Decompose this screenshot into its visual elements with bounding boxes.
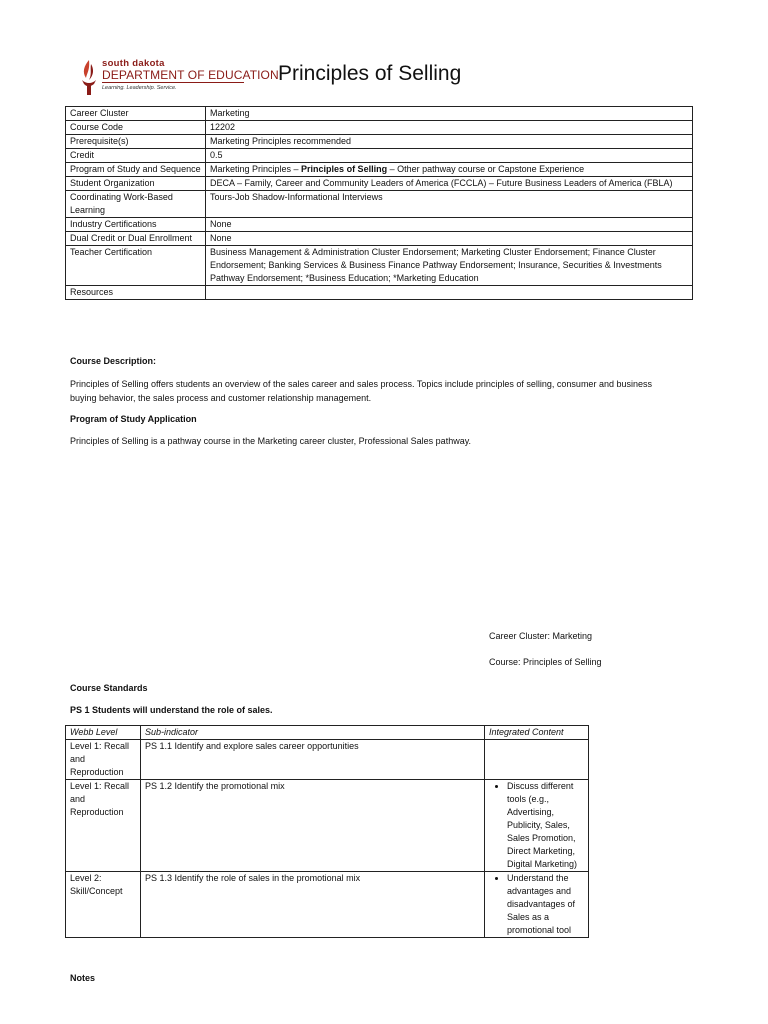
course-label: Course: Principles of Selling (489, 657, 602, 667)
table-row (66, 246, 693, 286)
row-value: None (206, 218, 693, 232)
integrated-content-cell (485, 872, 589, 938)
row-key: Coordinating Work-Based Learning (66, 191, 206, 218)
list-item: • Understand the advantages and disadvantages of Sales as a promotional tool (507, 872, 584, 937)
value-suffix: – Other pathway course or Capstone Experience (387, 164, 585, 174)
table-row (66, 740, 589, 780)
row-key: Course Code (66, 121, 206, 135)
table-row (66, 163, 693, 177)
standards-table (65, 725, 589, 938)
column-header-webb-level: Webb Level (66, 726, 141, 740)
torch-flame-icon (78, 58, 100, 98)
course-description-line-1: Principles of Selling offers students an overview of the sales career and sales process. Topics include principles of selling, consumer and business (70, 379, 652, 389)
row-value: Marketing Principles recommended (206, 135, 693, 149)
row-value (206, 163, 693, 177)
table-row (66, 177, 693, 191)
logo-department-text: DEPARTMENT OF EDUCATION (102, 68, 279, 82)
table-row (66, 286, 693, 300)
row-value: Marketing (206, 107, 693, 121)
value-bold-course: Principles of Selling (301, 164, 388, 174)
list-item: • Discuss different tools (e.g., Advertising, Publicity, Sales, Sales Promotion, Direct Marketing, Digital Marketing) (507, 780, 584, 871)
row-value: Tours-Job Shadow-Informational Interviews (206, 191, 693, 218)
sd-doe-logo (78, 58, 279, 98)
table-row (66, 780, 589, 872)
course-description-heading: Course Description: (70, 356, 157, 366)
logo-state-text: south dakota (102, 58, 165, 69)
table-row (66, 872, 589, 938)
row-key: Teacher Certification (66, 246, 206, 286)
bullet-list (489, 872, 584, 937)
row-key: Credit (66, 149, 206, 163)
webb-level-cell: Level 2: Skill/Concept (66, 872, 141, 938)
logo-tagline: Learning. Leadership. Service. (102, 85, 177, 91)
page-title: Principles of Selling (278, 62, 462, 85)
row-value: 0.5 (206, 149, 693, 163)
webb-level-cell: Level 1: Recall and Reproduction (66, 740, 141, 780)
program-application-text: Principles of Selling is a pathway course in the Marketing career cluster, Professional Sales pathway. (70, 436, 472, 446)
sub-indicator-cell: PS 1.3 Identify the role of sales in the promotional mix (141, 872, 485, 938)
row-value (206, 286, 693, 300)
row-value: DECA – Family, Career and Community Leaders of America (FCCLA) – Future Business Leaders of America (FBLA) (206, 177, 693, 191)
program-application-heading: Program of Study Application (70, 414, 197, 424)
table-row (66, 107, 693, 121)
column-header-sub-indicator: Sub-indicator (141, 726, 485, 740)
value-prefix: Marketing Principles – (210, 164, 302, 174)
webb-level-cell: Level 1: Recall and Reproduction (66, 780, 141, 872)
sub-indicator-cell: PS 1.2 Identify the promotional mix (141, 780, 485, 872)
row-key: Career Cluster (66, 107, 206, 121)
table-row (66, 149, 693, 163)
table-row (66, 232, 693, 246)
row-key: Program of Study and Sequence (66, 163, 206, 177)
integrated-content-cell (485, 740, 589, 780)
row-key: Student Organization (66, 177, 206, 191)
notes-heading: Notes (70, 973, 96, 983)
row-key: Prerequisite(s) (66, 135, 206, 149)
row-value: 12202 (206, 121, 693, 135)
row-value: Business Management & Administration Cluster Endorsement; Marketing Cluster Endorsement; Finance Cluster Endorsement; Banking Services & Business Finance Pathway Endorsement; Insurance, Securities & Investments Pathway Endorsement; *Business Education; *Marketing Education (206, 246, 693, 286)
column-header-integrated-content: Integrated Content (485, 726, 589, 740)
row-key: Industry Certifications (66, 218, 206, 232)
table-row (66, 121, 693, 135)
logo-divider (102, 82, 244, 83)
row-key: Resources (66, 286, 206, 300)
table-row (66, 218, 693, 232)
career-cluster-label: Career Cluster: Marketing (489, 631, 593, 641)
course-description-line-2: buying behavior, the sales process and customer relationship management. (70, 393, 372, 403)
bullet-list (489, 780, 584, 871)
course-standards-heading: Course Standards (70, 683, 148, 693)
table-header-row (66, 726, 589, 740)
row-value: None (206, 232, 693, 246)
ps1-heading: PS 1 Students will understand the role of sales. (70, 705, 273, 715)
course-info-table (65, 106, 693, 300)
sub-indicator-cell: PS 1.1 Identify and explore sales career opportunities (141, 740, 485, 780)
table-row (66, 135, 693, 149)
table-row (66, 191, 693, 218)
integrated-content-cell (485, 780, 589, 872)
row-key: Dual Credit or Dual Enrollment (66, 232, 206, 246)
